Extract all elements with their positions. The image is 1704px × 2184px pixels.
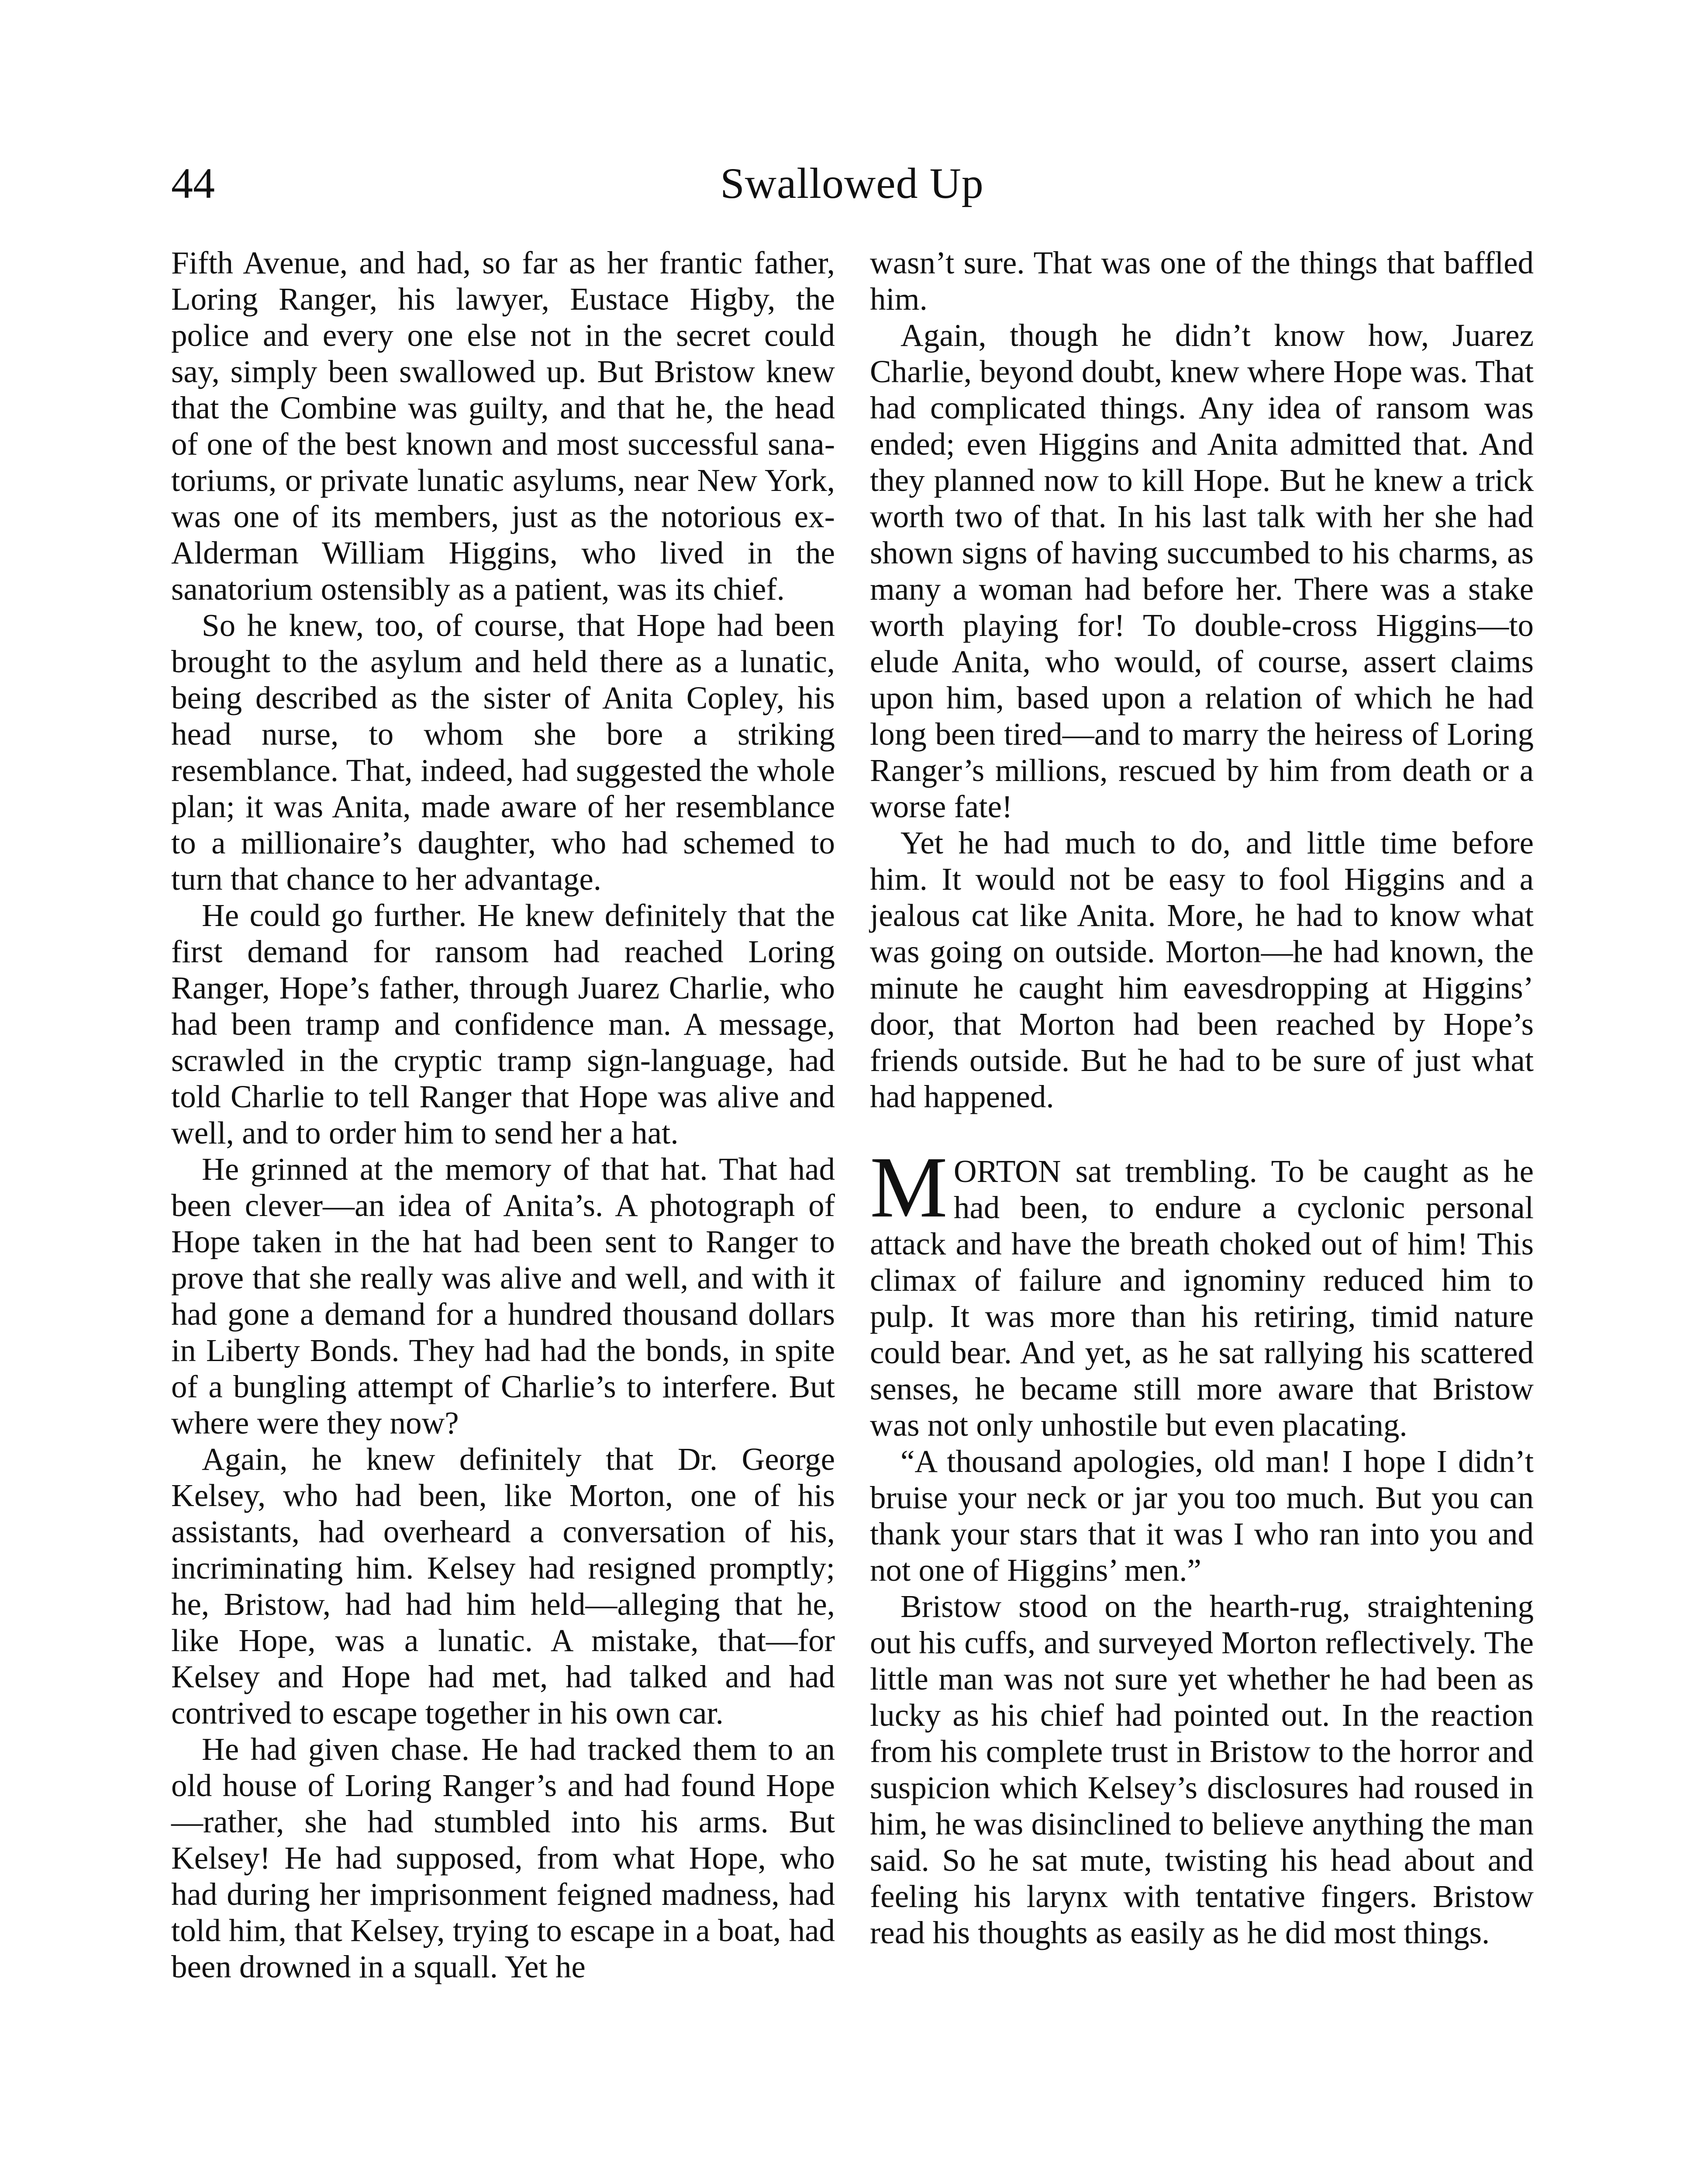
small-caps-lead: ORTON <box>953 1154 1061 1189</box>
paragraph: Bristow stood on the hearth-rug, straightening out his cuffs, and surveyed Morton reflectively. The little man was not sure yet whether he had been as lucky as his chief had pointed out. In the reaction from his complete trust in Bristow to the horror and suspicion which Kelsey’s disclosures had roused in him, he was disinclined to believe anything the man said. So he sat mute, twisting his head about and feeling his larynx with tentative fingers. Bristow read his thoughts as easily as he did most things. <box>870 1589 1534 1950</box>
page-header <box>0 157 1704 210</box>
paragraph: “A thousand apologies, old man! I hope I didn’t bruise your neck or jar you too much. But you can thank your stars that it was I who ran into you and not one of Higgins’ men.” <box>870 1444 1534 1588</box>
page-number: 44 <box>171 159 215 207</box>
paragraph: Again, though he didn’t know how, Juarez Charlie, beyond doubt, knew where Hope was. That had complicated things. Any idea of ransom was ended; even Higgins and Anita admitted that. And they planned now to kill Hope. But he knew a trick worth two of that. In his last talk with her she had shown signs of having succumbed to his charms, as many a woman had before her. There was a stake worth playing for! To double-cross Higgins—to elude Anita, who would, of course, assert claims upon him, based upon a relation of which he had long been tired—and to marry the heiress of Loring Ranger’s millions, rescued by him from death or a worse fate! <box>870 318 1534 824</box>
paragraph: Fifth Avenue, and had, so far as her frantic father, Loring Ranger, his lawyer, Eustace Higby, the police and every one else not in the secret could say, simply been swallowed up. But Bristow knew that the Combine was guilty, and that he, the head of one of the best known and most successful sanatoriums, or private lunatic asylums, near New York, was one of its members, just as the notorious ex-Alderman William Higgins, who lived in the sanatorium ostensibly as a patient, was its chief. <box>171 245 835 607</box>
paragraph-text: sat trembling. To be caught as he had been, to endure a cyclonic personal attack and have the breath choked out of him! This climax of failure and ignominy reduced him to pulp. It was more than his retiring, timid nature could bear. And yet, as he sat rallying his scattered senses, he became still more aware that Bristow was not only unhostile but even placating. <box>870 1154 1534 1443</box>
section-opening-paragraph <box>870 1139 1534 1443</box>
paragraph: He had given chase. He had tracked them to an old house of Loring Ranger’s and had found Hope—rather, she had stumbled into his arms. But Kelsey! He had supposed, from what Hope, who had during her imprisonment feigned madness, had told him, that Kelsey, trying to escape in a boat, had been drowned in a squall. Yet he <box>171 1731 835 1984</box>
drop-cap: M <box>870 1139 948 1236</box>
paragraph: Again, he knew definitely that Dr. George Kelsey, who had been, like Morton, one of his assistants, had overheard a conversation of his, incriminating him. Kelsey had resigned promptly; he, Bristow, had had him held—alleging that he, like Hope, was a lunatic. A mistake, that—for Kelsey and Hope had met, had talked and had contrived to escape together in his own car. <box>171 1441 835 1731</box>
running-title: Swallowed Up <box>720 159 984 207</box>
paragraph: He grinned at the memory of that hat. That had been clever—an idea of Anita’s. A photograph of Hope taken in the hat had been sent to Ranger to prove that she really was alive and well, and with it had gone a demand for a hundred thousand dollars in Liberty Bonds. They had had the bonds, in spite of a bungling attempt of Charlie’s to interfere. But where were they now? <box>171 1151 835 1441</box>
paragraph: So he knew, too, of course, that Hope had been brought to the asylum and held there as a lunatic, being described as the sister of Anita Copley, his head nurse, to whom she bore a striking resemblance. That, indeed, had suggested the whole plan; it was Anita, made aware of her resemblance to a millionaire’s daughter, who had schemed to turn that chance to her advantage. <box>171 608 835 897</box>
paragraph: wasn’t sure. That was one of the things that baffled him. <box>870 245 1534 317</box>
paragraph: Yet he had much to do, and little time before him. It would not be easy to fool Higgins and a jealous cat like Anita. More, he had to know what was going on outside. Morton—he had known, the minute he caught him eavesdropping at Higgins’ door, that Morton had been reached by Hope’s friends outside. But he had to be sure of just what had happened. <box>870 825 1534 1114</box>
right-column <box>870 245 1534 1951</box>
left-column <box>171 245 835 1985</box>
paragraph: He could go further. He knew definitely that the first demand for ransom had reached Loring Ranger, Hope’s father, through Juarez Charlie, who had been tramp and confidence man. A message, scrawled in the cryptic tramp sign-language, had told Charlie to tell Ranger that Hope was alive and well, and to order him to send her a hat. <box>171 898 835 1151</box>
